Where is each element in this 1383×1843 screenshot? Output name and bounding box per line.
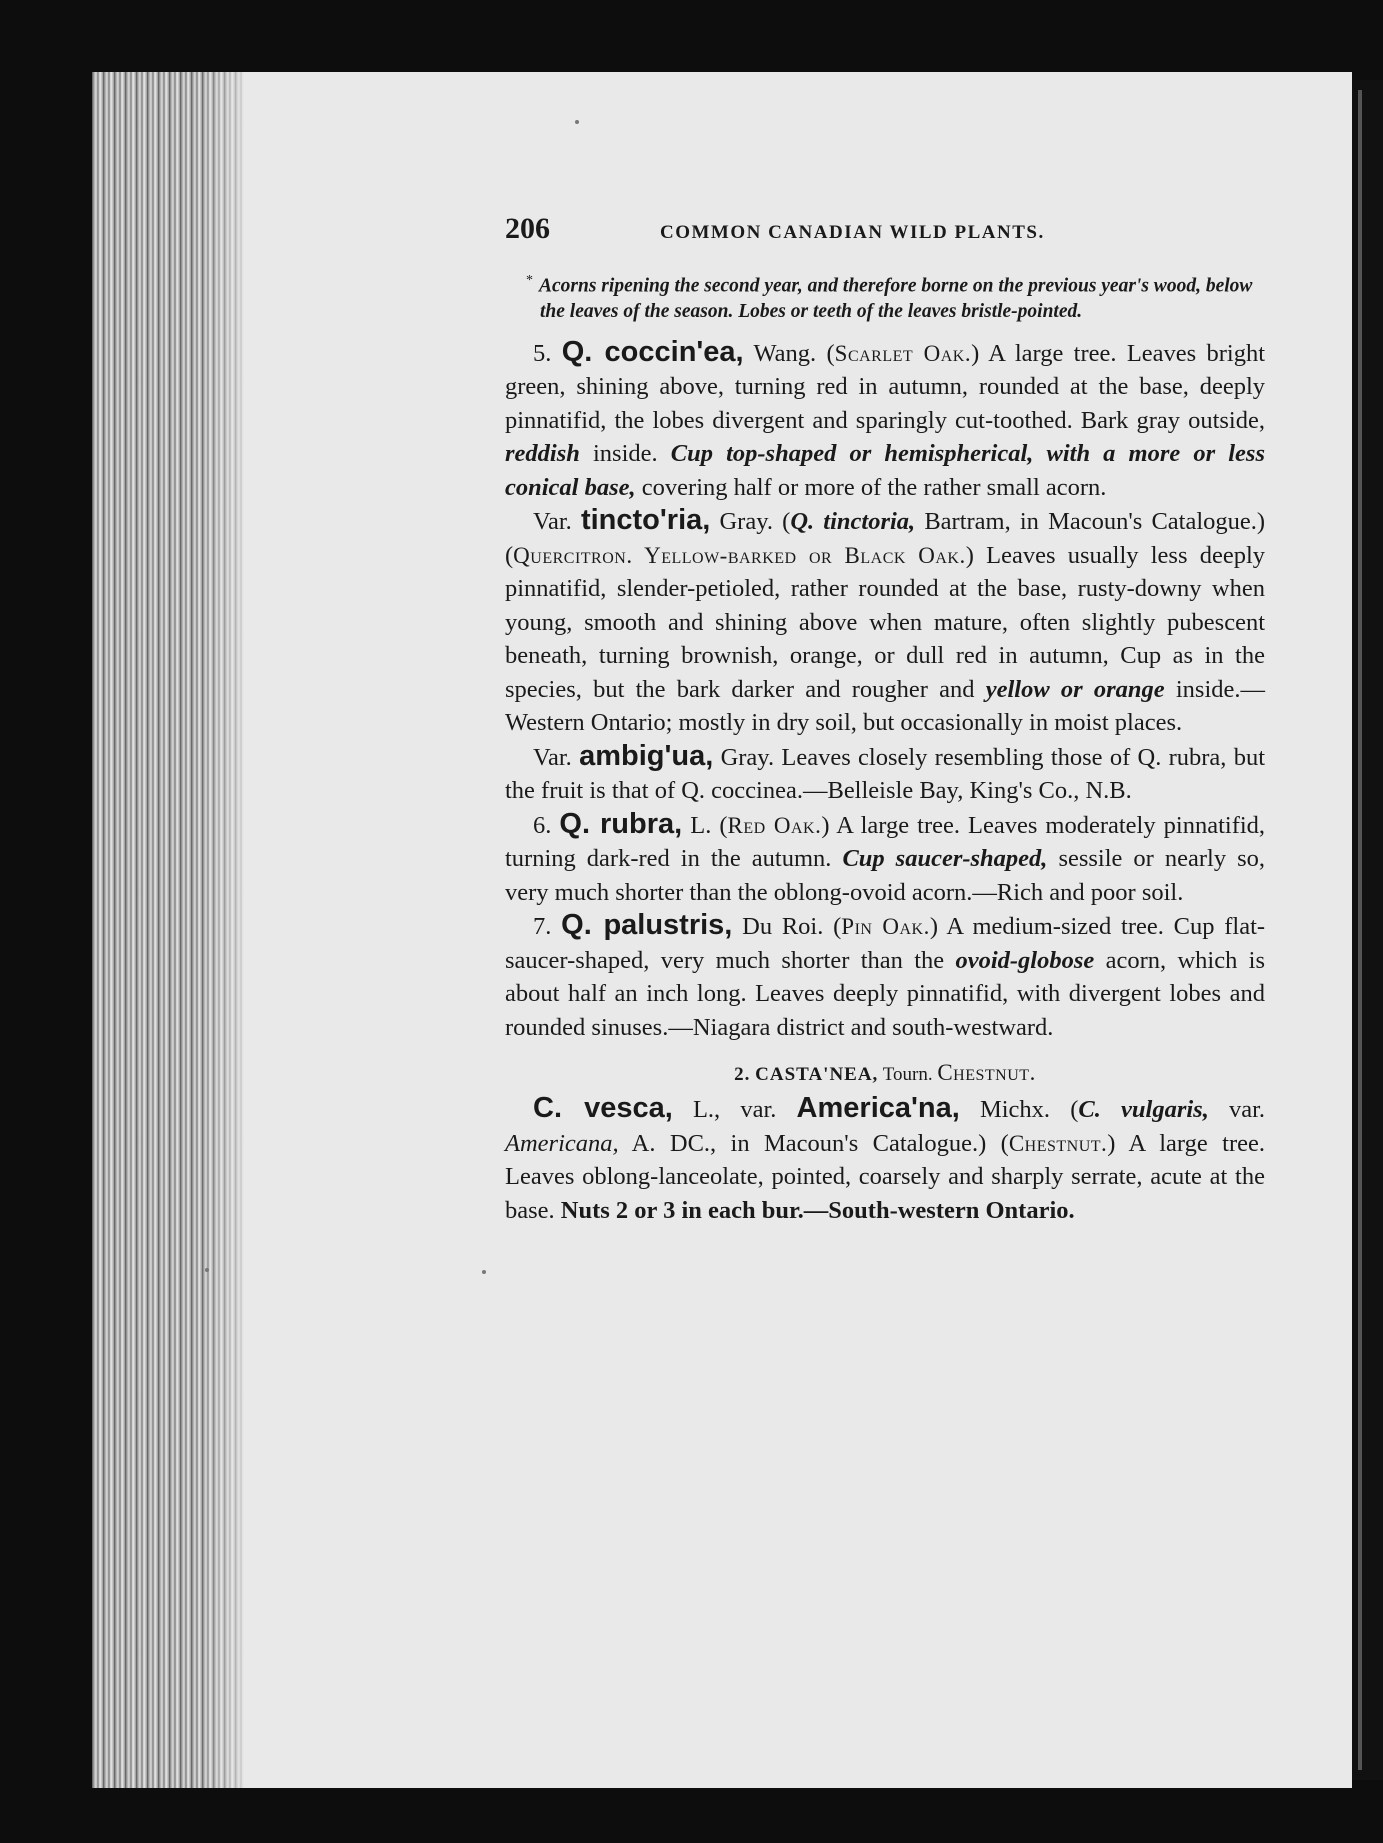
page-content (505, 212, 1265, 1227)
variety-author: Michx. (979, 1096, 1051, 1123)
emphasis: Cup saucer-shaped, (842, 845, 1048, 872)
common-name: Quercitron. Yellow-barked or Black Oak. (513, 542, 966, 568)
speck (575, 120, 579, 124)
paren-open: ( (826, 339, 835, 367)
species-entry-chestnut (505, 1092, 1265, 1227)
synonym-name: Q. tinctoria, (790, 508, 916, 535)
paren-open: ( (1000, 1129, 1009, 1157)
genus-number: 2. (734, 1064, 751, 1085)
synonym-reference: Bartram, in Macoun's Catalogue.) (924, 508, 1266, 535)
common-name: Pin Oak. (841, 914, 930, 939)
key-mark: * (526, 273, 533, 288)
species-description: acorn, which is about half an inch long. Leaves deeply pinnatifid, with divergent lobes and rounded sinuses.—Niagara district and south-westward. (505, 946, 1265, 1041)
variety-description: inside.—Western Ontario; mostly in dry soil, but occasionally in moist places. (505, 675, 1266, 736)
species-description: A medium-sized tree. Cup flat-saucer-shaped, very much shorter than the (505, 913, 1266, 974)
species-description: A large tree. Leaves bright green, shining above, turning red in autumn, rounded at the base, deeply pinnatifid, the lobes divergent and sparingly cut-toothed. Bark gray outside, (505, 339, 1266, 434)
species-entry-palustris (505, 909, 1265, 1044)
species-name: Q. rubra, (559, 807, 683, 840)
emphasis: yellow or orange (985, 675, 1165, 703)
common-name: Red Oak. (727, 812, 822, 838)
speck (205, 1268, 209, 1272)
synonym-name: C. vulgaris, (1078, 1096, 1209, 1123)
paren-open: ( (1070, 1096, 1079, 1123)
paren-open: ( (833, 913, 842, 940)
species-author: Wang. (753, 339, 817, 367)
page-number: 206 (505, 212, 550, 245)
species-description: A large tree. Leaves oblong-lanceolate, pointed, coarsely and sharply serrate, acute at the base. (505, 1129, 1265, 1224)
common-name: Scarlet Oak. (834, 340, 972, 366)
variety-description: Leaves closely resembling those of Q. rubra, but the fruit is that of Q. coccinea.—Belleisle Bay, King's Co., N.B. (505, 743, 1266, 804)
species-description: sessile or nearly so, very much shorter than the oblong-ovoid acorn.—Rich and poor soil. (505, 845, 1265, 906)
synonym-name: Americana, (505, 1129, 619, 1157)
paren-close: ) (1107, 1129, 1116, 1157)
genus-common-name: Chestnut. (937, 1060, 1036, 1085)
species-description: A large tree. Leaves moderately pinnatifid, turning dark-red in the autumn. (505, 811, 1266, 872)
paren-open: ( (719, 811, 728, 839)
emphasis: ovoid-globose (955, 946, 1095, 974)
emphasis: reddish (505, 440, 580, 467)
variety-prefix: Var. (533, 508, 572, 535)
species-description: covering half or more of the rather small acorn. (641, 473, 1107, 501)
species-name: Q. palustris, (561, 909, 733, 941)
paren-close: ) (929, 913, 938, 940)
synonym-reference: A. DC., in Macoun's Catalogue.) (631, 1129, 987, 1157)
emphasis: Cup top-shaped or hemispherical, with a more or less conical base, (505, 440, 1265, 501)
species-entry-coccinea (505, 336, 1265, 505)
key-note (505, 268, 1265, 324)
species-description: inside. (593, 440, 658, 467)
variety-author: Gray. (719, 508, 773, 535)
species-author: L. (690, 811, 712, 839)
genus-name: CASTA'NEA, (755, 1064, 879, 1085)
key-note-text: Acorns ripening the second year, and therefore borne on the previous year's wood, below the leaves of the season. Lobes or teeth of the leaves bristle-pointed. (539, 275, 1253, 322)
entry-number: 5. (533, 339, 552, 367)
page-header (505, 212, 1265, 246)
variety-name: America'na, (796, 1092, 960, 1124)
entry-number: 7. (533, 913, 552, 940)
variety-prefix: Var. (533, 743, 572, 771)
paren-open: ( (782, 508, 791, 535)
variety-entry-tinctoria (505, 504, 1265, 740)
genus-heading (505, 1058, 1265, 1090)
synonym-text: var. (1228, 1096, 1266, 1123)
facing-page-edge (1352, 80, 1383, 1780)
species-description-emphasis: Nuts 2 or 3 in each bur.—South-western Ontario. (560, 1196, 1075, 1224)
variety-name: ambig'ua, (579, 739, 714, 772)
variety-author: Gray. (720, 743, 775, 771)
species-author: Du Roi. (742, 913, 824, 940)
variety-description: Leaves usually less deeply pinnatifid, slender-petioled, rather rounded at the base, rusty-downy when young, smooth and shining above when mature, often slightly pubescent beneath, turning brownish, orange, or dull red in autumn, Cup as in the species, but the bark darker and rougher and (505, 541, 1266, 703)
paren-open: ( (505, 541, 514, 569)
running-title: COMMON CANADIAN WILD PLANTS. (660, 222, 1045, 243)
paren-close: ) (971, 339, 980, 367)
paren-close: ) (821, 811, 830, 839)
binding-shadow (200, 72, 260, 1788)
species-entry-rubra (505, 808, 1265, 910)
variety-entry-ambigua (505, 740, 1265, 808)
species-name: C. vesca, (533, 1092, 673, 1124)
paren-close: ) (965, 541, 974, 569)
entry-number: 6. (533, 811, 552, 839)
facing-page-line (1358, 90, 1362, 1770)
variety-name: tincto'ria, (580, 504, 711, 536)
common-name: Chestnut. (1008, 1130, 1108, 1156)
species-author: L., var. (692, 1096, 777, 1123)
genus-author: Tourn. (882, 1064, 933, 1085)
speck (482, 1270, 486, 1274)
species-name: Q. coccin'ea, (561, 335, 744, 368)
